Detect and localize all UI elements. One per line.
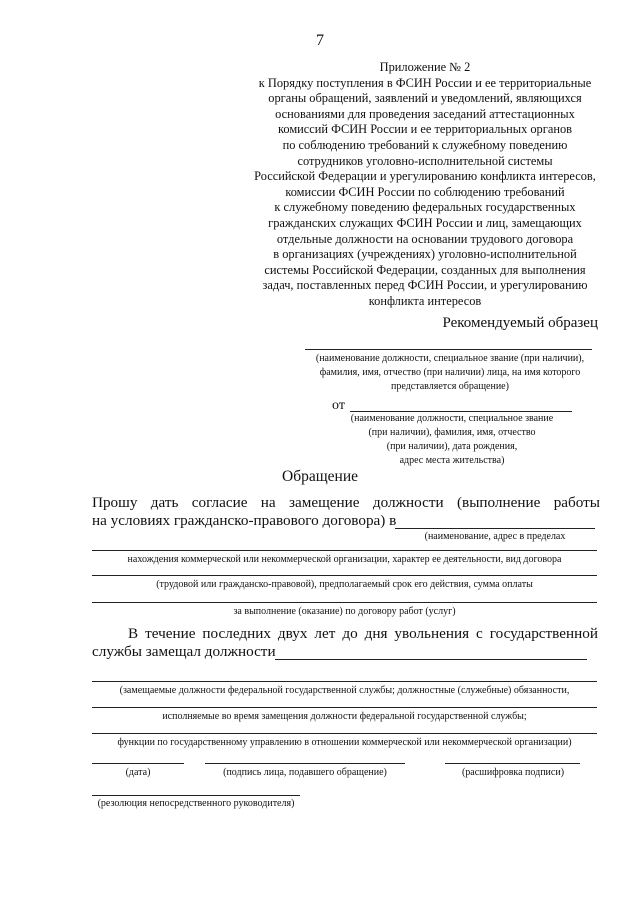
positions-caption-1: (замещаемые должности федеральной государственной службы; должностные (служебные) обязанности,	[119, 685, 570, 696]
appendix-line: к служебному поведению федеральных государственных	[274, 200, 576, 215]
appendix-line: конфликта интересов	[368, 293, 482, 308]
signature-line	[205, 763, 405, 764]
appendix-line: гражданских служащих ФСИН России и лиц, замещающих	[268, 215, 582, 230]
positions-caption-2: исполняемые во время замещения должности федеральной государственной службы;	[162, 711, 527, 722]
request-line-2: на условиях гражданско-правового договора) в	[92, 512, 397, 529]
service-line-1: В течение последних двух лет до дня увольнения с государственной	[128, 625, 598, 642]
appendix-line: в организациях (учреждениях) уголовно-исполнительной	[273, 247, 577, 262]
request-line-1: Прошу дать согласие на замещение должности (выполнение работы	[92, 494, 600, 511]
addressee-caption-line: представляется обращение)	[391, 381, 509, 392]
positions-line-3	[92, 707, 597, 708]
positions-line-1	[275, 659, 587, 660]
sender-caption-line: (при наличии), фамилия, имя, отчество	[368, 427, 536, 438]
recommended-sample-label: Рекомендуемый образец	[442, 315, 598, 331]
appendix-line: к Порядку поступления в ФСИН России и ее территориальные	[258, 75, 592, 90]
decoding-caption: (расшифровка подписи)	[461, 767, 565, 778]
organization-caption-3: (трудовой или гражданско-правовой), предполагаемый срок его действия, сумма оплаты	[156, 579, 533, 590]
page-number: 7	[316, 32, 324, 49]
from-label: от	[332, 398, 345, 413]
appendix-line: комиссии ФСИН России по соблюдению требований	[285, 184, 565, 199]
appendix-line: отдельные должности на основании трудового договора	[276, 231, 574, 246]
resolution-caption: (резолюция непосредственного руководителя)	[97, 798, 295, 809]
appendix-line: Российской Федерации и урегулированию конфликта интересов,	[254, 169, 596, 184]
appendix-line: органы обращений, заявлений и уведомлений, являющихся	[268, 91, 582, 106]
addressee-caption-line: фамилия, имя, отчество (при наличии) лица, на имя которого	[319, 367, 581, 378]
appendix-line: основаниями для проведения заседаний аттестационных	[275, 106, 575, 121]
positions-caption-3: функции по государственному управлению в отношении коммерческой или некоммерческой организации)	[117, 737, 572, 748]
decoding-line	[445, 763, 580, 764]
resolution-line	[92, 795, 300, 796]
signature-caption: (подпись лица, подавшего обращение)	[223, 767, 387, 778]
sender-caption	[322, 412, 582, 468]
date-caption: (дата)	[125, 767, 151, 778]
organization-caption-1: (наименование, адрес в пределах	[424, 531, 566, 542]
addressee-line	[305, 349, 592, 350]
organization-line-4	[92, 602, 597, 603]
appendix-line: системы Российской Федерации, созданных для выполнения	[264, 262, 586, 277]
appendix-line: комиссий ФСИН России и ее территориальных органов	[277, 122, 573, 137]
organization-caption-2: нахождения коммерческой или некоммерческой организации, характер ее деятельности, вид договора	[127, 554, 562, 565]
organization-caption-4: за выполнение (оказание) по договору работ (услуг)	[233, 606, 456, 617]
date-line	[92, 763, 184, 764]
positions-line-4	[92, 733, 597, 734]
addressee-caption	[295, 352, 605, 394]
organization-line-1	[395, 528, 595, 529]
sender-caption-line: (наименование должности, специальное звание	[350, 413, 554, 424]
document-title: Обращение	[282, 468, 358, 485]
positions-line-2	[92, 681, 597, 682]
appendix-line: по соблюдению требований к служебному поведению	[282, 137, 568, 152]
organization-line-3	[92, 575, 597, 576]
appendix-line: Приложение № 2	[379, 60, 471, 74]
appendix-line: задач, поставленных перед ФСИН России, и урегулированию	[262, 278, 588, 293]
organization-line-2	[92, 550, 597, 551]
sender-caption-line: адрес места жительства)	[399, 455, 505, 466]
sender-caption-line: (при наличии), дата рождения,	[386, 441, 518, 452]
appendix-line: сотрудников уголовно-исполнительной системы	[297, 153, 553, 168]
addressee-caption-line: (наименование должности, специальное звание (при наличии),	[315, 353, 585, 364]
service-line-2: службы замещал должности	[92, 643, 276, 660]
appendix-header	[240, 60, 610, 310]
